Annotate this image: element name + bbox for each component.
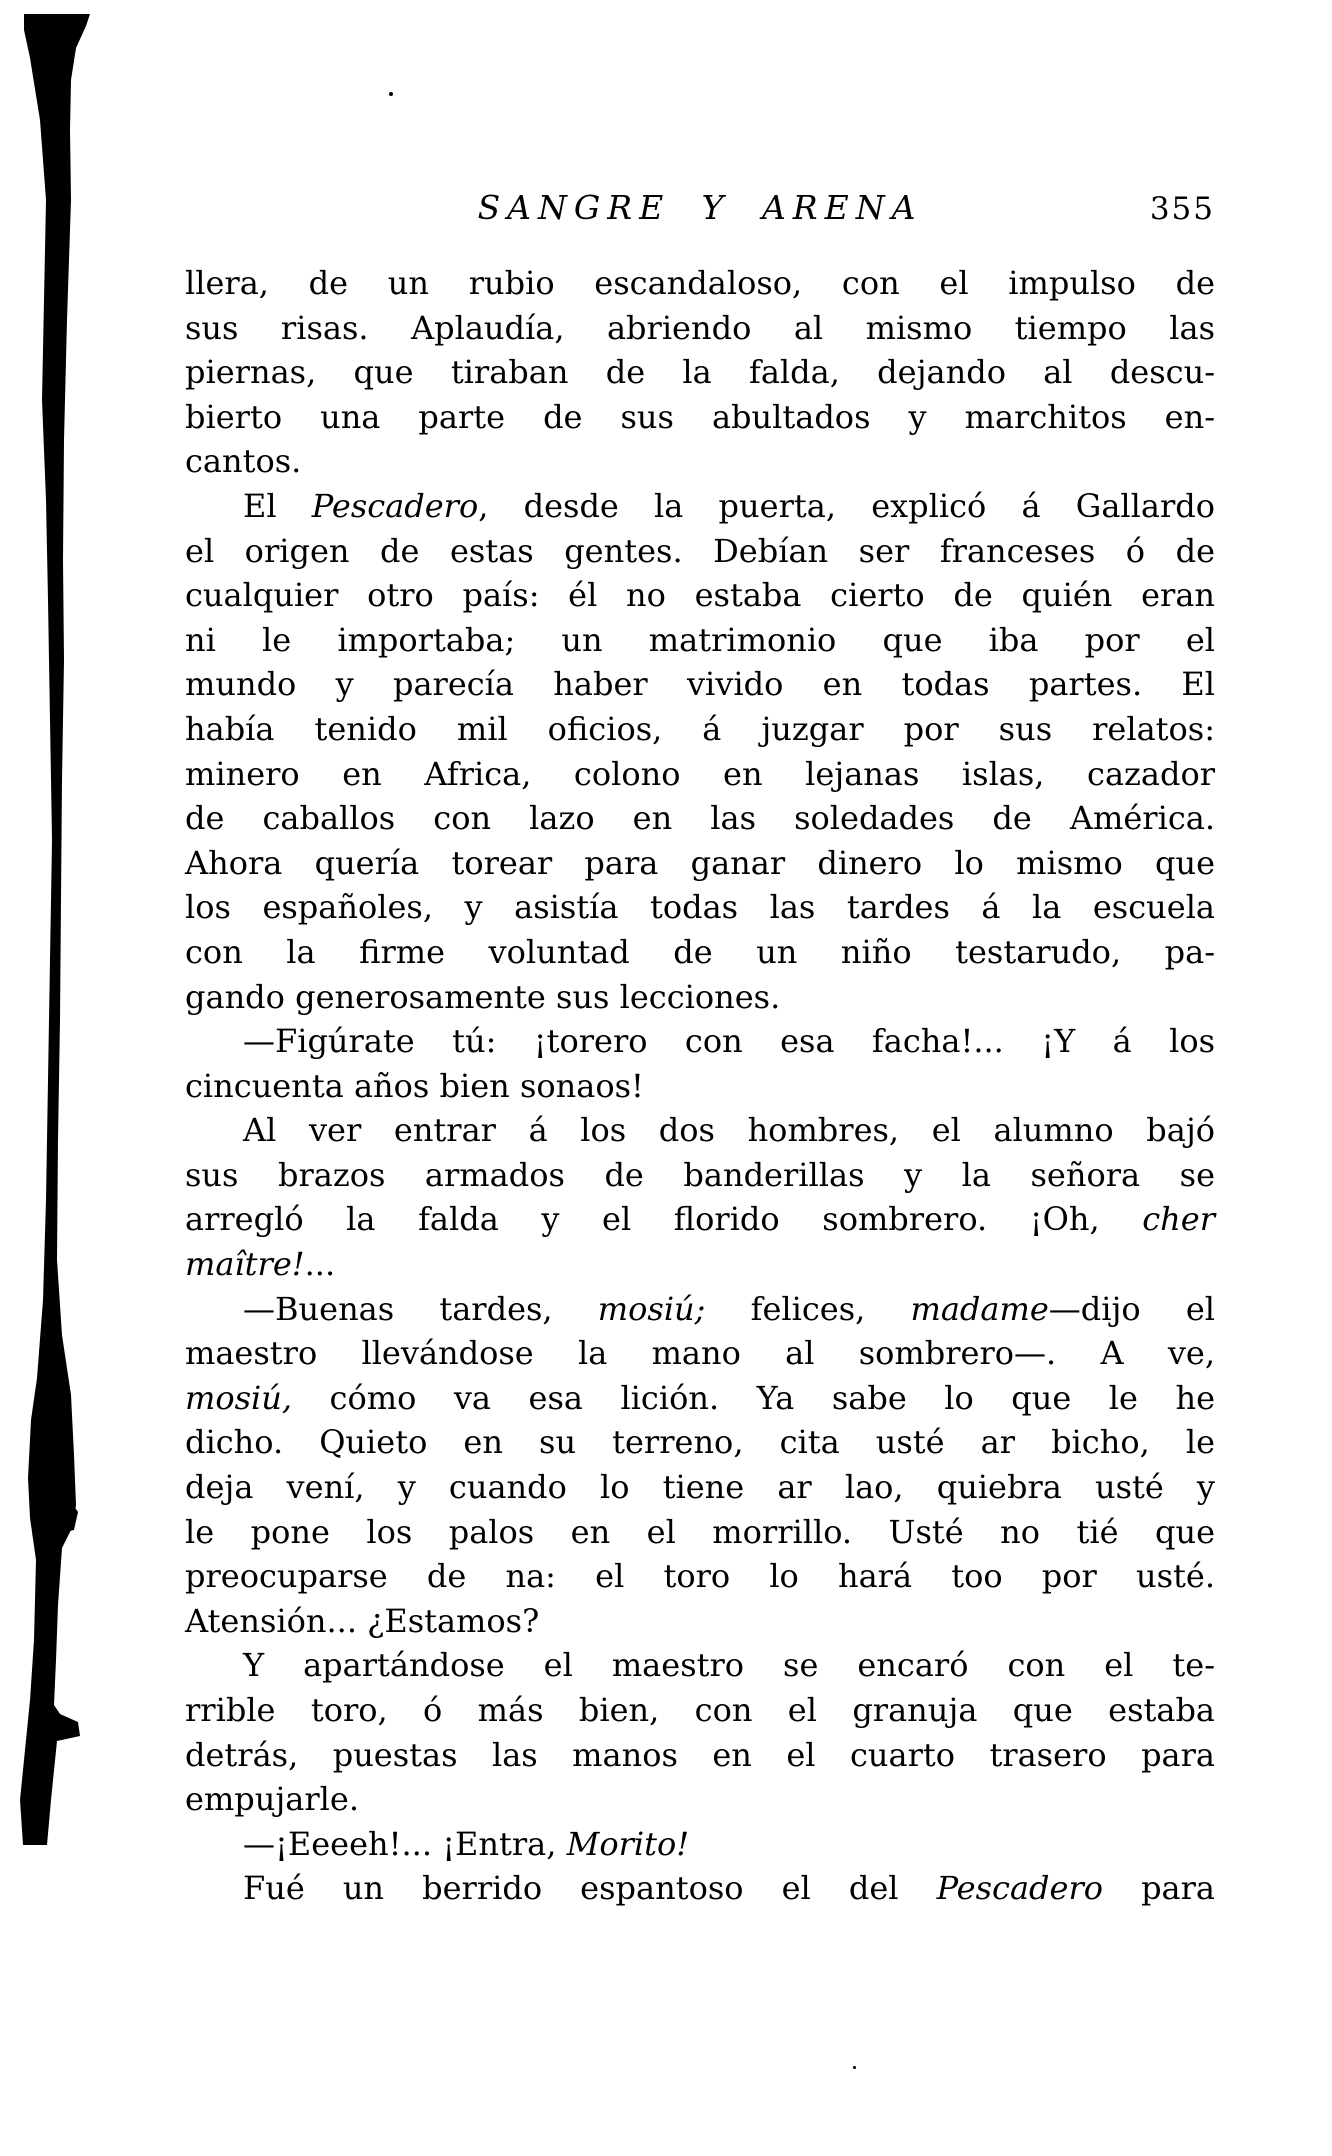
text-segment: de caballos con lazo en las soledades de América.	[185, 799, 1215, 838]
text-line	[185, 1510, 1215, 1555]
text-line	[185, 1777, 1215, 1822]
text-line	[185, 1331, 1215, 1376]
italic-text: mosiú,	[185, 1378, 293, 1417]
text-segment: piernas, que tiraban de la falda, dejando al descu-	[185, 353, 1215, 392]
text-line	[185, 1688, 1215, 1733]
text-line	[185, 1064, 1215, 1109]
page-text	[185, 261, 1215, 1911]
binding-shadow	[0, 0, 160, 2156]
text-line	[185, 1242, 1215, 1287]
text-segment: ...	[304, 1245, 336, 1284]
page-header	[185, 188, 1215, 234]
italic-text: mosiú;	[597, 1289, 706, 1328]
italic-text: Pescadero	[936, 1869, 1103, 1908]
text-line	[185, 975, 1215, 1020]
text-segment: maestro llevándose la mano al sombrero—. A ve,	[185, 1334, 1215, 1373]
text-line	[185, 1866, 1215, 1911]
text-line	[185, 1420, 1215, 1465]
italic-text: Pescadero	[311, 486, 479, 525]
text-line	[185, 1108, 1215, 1153]
text-segment: ni le importaba; un matrimonio que iba por el	[185, 620, 1215, 659]
text-line	[185, 1019, 1215, 1064]
text-segment: cualquier otro país: él no estaba cierto de quién eran	[185, 576, 1215, 615]
text-segment: mundo y parecía haber vivido en todas partes. El	[185, 665, 1215, 704]
text-line	[185, 841, 1215, 886]
text-segment: detrás, puestas las manos en el cuarto trasero para	[185, 1735, 1215, 1774]
text-line	[185, 1822, 1215, 1867]
text-segment: había tenido mil oficios, á juzgar por sus relatos:	[185, 709, 1215, 748]
text-line	[185, 261, 1215, 306]
text-segment: —¡Eeeeh!... ¡Entra,	[243, 1824, 567, 1863]
text-segment: Al ver entrar á los dos hombres, el alumno bajó	[243, 1111, 1215, 1150]
text-line	[185, 1554, 1215, 1599]
text-segment: cómo va esa lición. Ya sabe lo que le he	[292, 1378, 1215, 1417]
text-line	[185, 707, 1215, 752]
text-line	[185, 484, 1215, 529]
text-line	[185, 439, 1215, 484]
text-segment: bierto una parte de sus abultados y marchitos en-	[185, 397, 1215, 436]
text-line	[185, 1287, 1215, 1332]
text-line	[185, 529, 1215, 574]
running-title: SANGRE Y ARENA	[477, 188, 923, 227]
page-number: 355	[1149, 191, 1215, 227]
text-segment: preocuparse de na: el toro lo hará too por usté.	[185, 1557, 1215, 1596]
text-line	[185, 1643, 1215, 1688]
text-line	[185, 1465, 1215, 1510]
text-line	[185, 573, 1215, 618]
text-line	[185, 1153, 1215, 1198]
text-segment: para	[1103, 1869, 1216, 1908]
text-segment: cincuenta años bien sonaos!	[185, 1066, 644, 1105]
text-line	[185, 306, 1215, 351]
text-line	[185, 796, 1215, 841]
text-segment: el origen de estas gentes. Debían ser franceses ó de	[185, 531, 1215, 570]
scan-speck	[389, 92, 393, 96]
text-line	[185, 1376, 1215, 1421]
text-line	[185, 1197, 1215, 1242]
italic-text: cher	[1142, 1200, 1215, 1239]
text-line	[185, 930, 1215, 975]
text-segment: —Buenas tardes,	[243, 1289, 598, 1328]
text-segment: sus risas. Aplaudía, abriendo al mismo tiempo las	[185, 308, 1215, 347]
italic-text: Morito!	[566, 1824, 690, 1863]
text-segment: felices,	[705, 1289, 911, 1328]
text-segment: le pone los palos en el morrillo. Usté no tié que	[185, 1512, 1215, 1551]
scan-speck	[853, 2066, 856, 2069]
text-segment: Fué un berrido espantoso el del	[243, 1869, 937, 1908]
text-segment: Atensión... ¿Estamos?	[185, 1601, 540, 1640]
text-line	[185, 618, 1215, 663]
text-segment: minero en Africa, colono en lejanas islas, cazador	[185, 754, 1215, 793]
text-segment: rrible toro, ó más bien, con el granuja que estaba	[185, 1691, 1215, 1729]
text-segment: Y apartándose el maestro se encaró con el te-	[243, 1646, 1215, 1685]
italic-text: maître!	[185, 1245, 305, 1284]
text-segment: empujarle.	[185, 1780, 360, 1819]
text-segment: , desde la puerta, explicó á Gallardo	[478, 486, 1216, 525]
text-line	[185, 1599, 1215, 1644]
text-segment: sus brazos armados de banderillas y la señora se	[185, 1155, 1215, 1194]
text-segment: —dijo el	[1048, 1289, 1216, 1328]
text-segment: Ahora quería torear para ganar dinero lo mismo que	[185, 843, 1215, 882]
text-segment: El	[243, 486, 312, 525]
text-segment: cantos.	[185, 442, 302, 481]
text-segment: deja vení, y cuando lo tiene ar lao, quiebra usté y	[185, 1468, 1215, 1507]
text-segment: dicho. Quieto en su terreno, cita usté ar bicho, le	[185, 1423, 1215, 1462]
text-line	[185, 662, 1215, 707]
text-segment: arregló la falda y el florido sombrero. ¡Oh,	[185, 1200, 1143, 1239]
text-segment: —Figúrate tú: ¡torero con esa facha!... ¡Y á los	[243, 1022, 1215, 1061]
text-segment: llera, de un rubio escandaloso, con el impulso de	[185, 264, 1215, 302]
text-line	[185, 752, 1215, 797]
text-segment: con la firme voluntad de un niño testarudo, pa-	[185, 932, 1215, 971]
text-line	[185, 350, 1215, 395]
text-segment: los españoles, y asistía todas las tardes á la escuela	[185, 888, 1215, 927]
text-segment: gando generosamente sus lecciones.	[185, 977, 781, 1016]
text-line	[185, 885, 1215, 930]
italic-text: madame	[910, 1289, 1049, 1328]
text-line	[185, 395, 1215, 440]
text-line	[185, 1733, 1215, 1778]
